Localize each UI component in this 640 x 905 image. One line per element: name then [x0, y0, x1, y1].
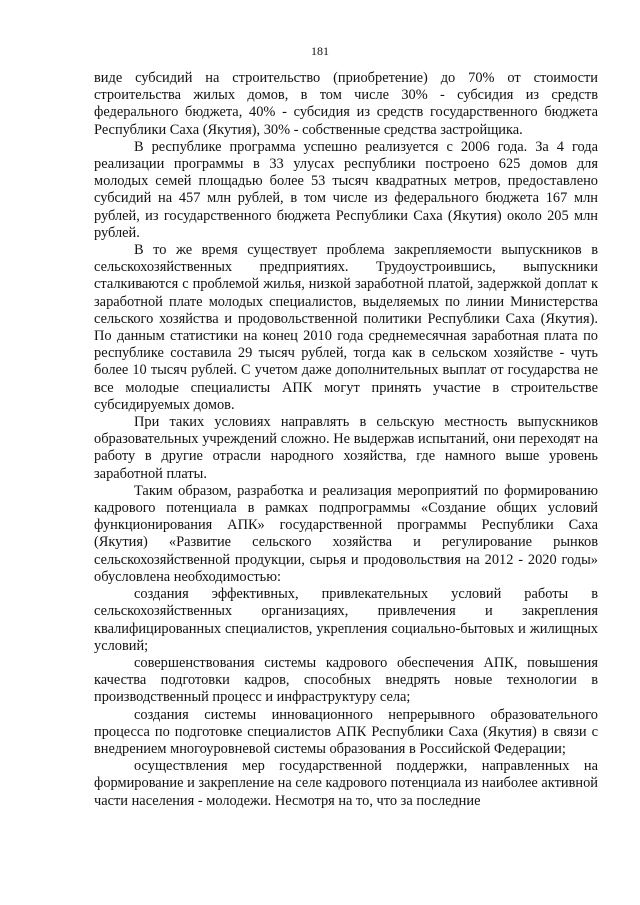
- paragraph: В то же время существует проблема закрепляемости выпускников в сельскохозяйственных предприятиях. Трудоустроившись, выпускники сталкиваются с проблемой жилья, низкой заработной платой, задержкой доплат к заработной плате молодых специалистов, выделяемых по линии Министерства сельского хозяйства и продовольственной политики Республики Саха (Якутия). По данным статистики на конец 2010 года среднемесячная заработная плата по республике составила 29 тысяч рублей, тогда как в сельском хозяйстве - чуть более 10 тысяч рублей. С учетом даже дополнительных выплат от государства не все молодые специалисты АПК могут принять участие в строительстве субсидируемых домов.: [94, 242, 598, 413]
- paragraph: При таких условиях направлять в сельскую местность выпускников образовательных учреждений сложно. Не выдержав испытаний, они переходят на работу в другие отрасли народного хозяйства, где намного выше уровень заработной платы.: [94, 414, 598, 482]
- text-body: [94, 70, 598, 810]
- paragraph: осуществления мер государственной поддержки, направленных на формирование и закрепление на селе кадрового потенциала из наиболее активной части населения - молодежи. Несмотря на то, что за последние: [94, 758, 598, 809]
- paragraph: совершенствования системы кадрового обеспечения АПК, повышения качества подготовки кадров, способных внедрять новые технологии в производственный процесс и инфраструктуру села;: [94, 654, 598, 706]
- paragraph: В республике программа успешно реализуется с 2006 года. За 4 года реализации программы в 33 улусах республики построено 625 домов для молодых семей площадью более 53 тысяч квадратных метров, предоставлено субсидий на 457 млн рублей, в том числе из федерального бюджета 167 млн рублей, из государственного бюджета Республики Саха (Якутия) около 205 млн рублей.: [94, 138, 598, 241]
- page-number: 181: [311, 44, 329, 58]
- paragraph: виде субсидий на строительство (приобретение) до 70% от стоимости строительства жилых домов, в том числе 30% - субсидия из средств федерального бюджета, 40% - субсидия из средств государственного бюджета Республики Саха (Якутия), 30% - собственные средства застройщика.: [94, 70, 598, 138]
- paragraph: создания системы инновационного непрерывного образовательного процесса по подготовке специалистов АПК Республики Саха (Якутия) в связи с внедрением многоуровневой системы образования в Российской Федерации;: [94, 706, 598, 757]
- paragraph: Таким образом, разработка и реализация мероприятий по формированию кадрового потенциала в рамках подпрограммы «Создание общих условий функционирования АПК» государственной программы Республики Саха (Якутия) «Развитие сельского хозяйства и регулирование рынков сельскохозяйственной продукции, сырья и продовольствия на 2012 - 2020 годы» обусловлена необходимостью:: [94, 482, 598, 585]
- paragraph: создания эффективных, привлекательных условий работы в сельскохозяйственных организациях, привлечения и закрепления квалифицированных специалистов, укрепления социально-бытовых и жилищных условий;: [94, 586, 598, 654]
